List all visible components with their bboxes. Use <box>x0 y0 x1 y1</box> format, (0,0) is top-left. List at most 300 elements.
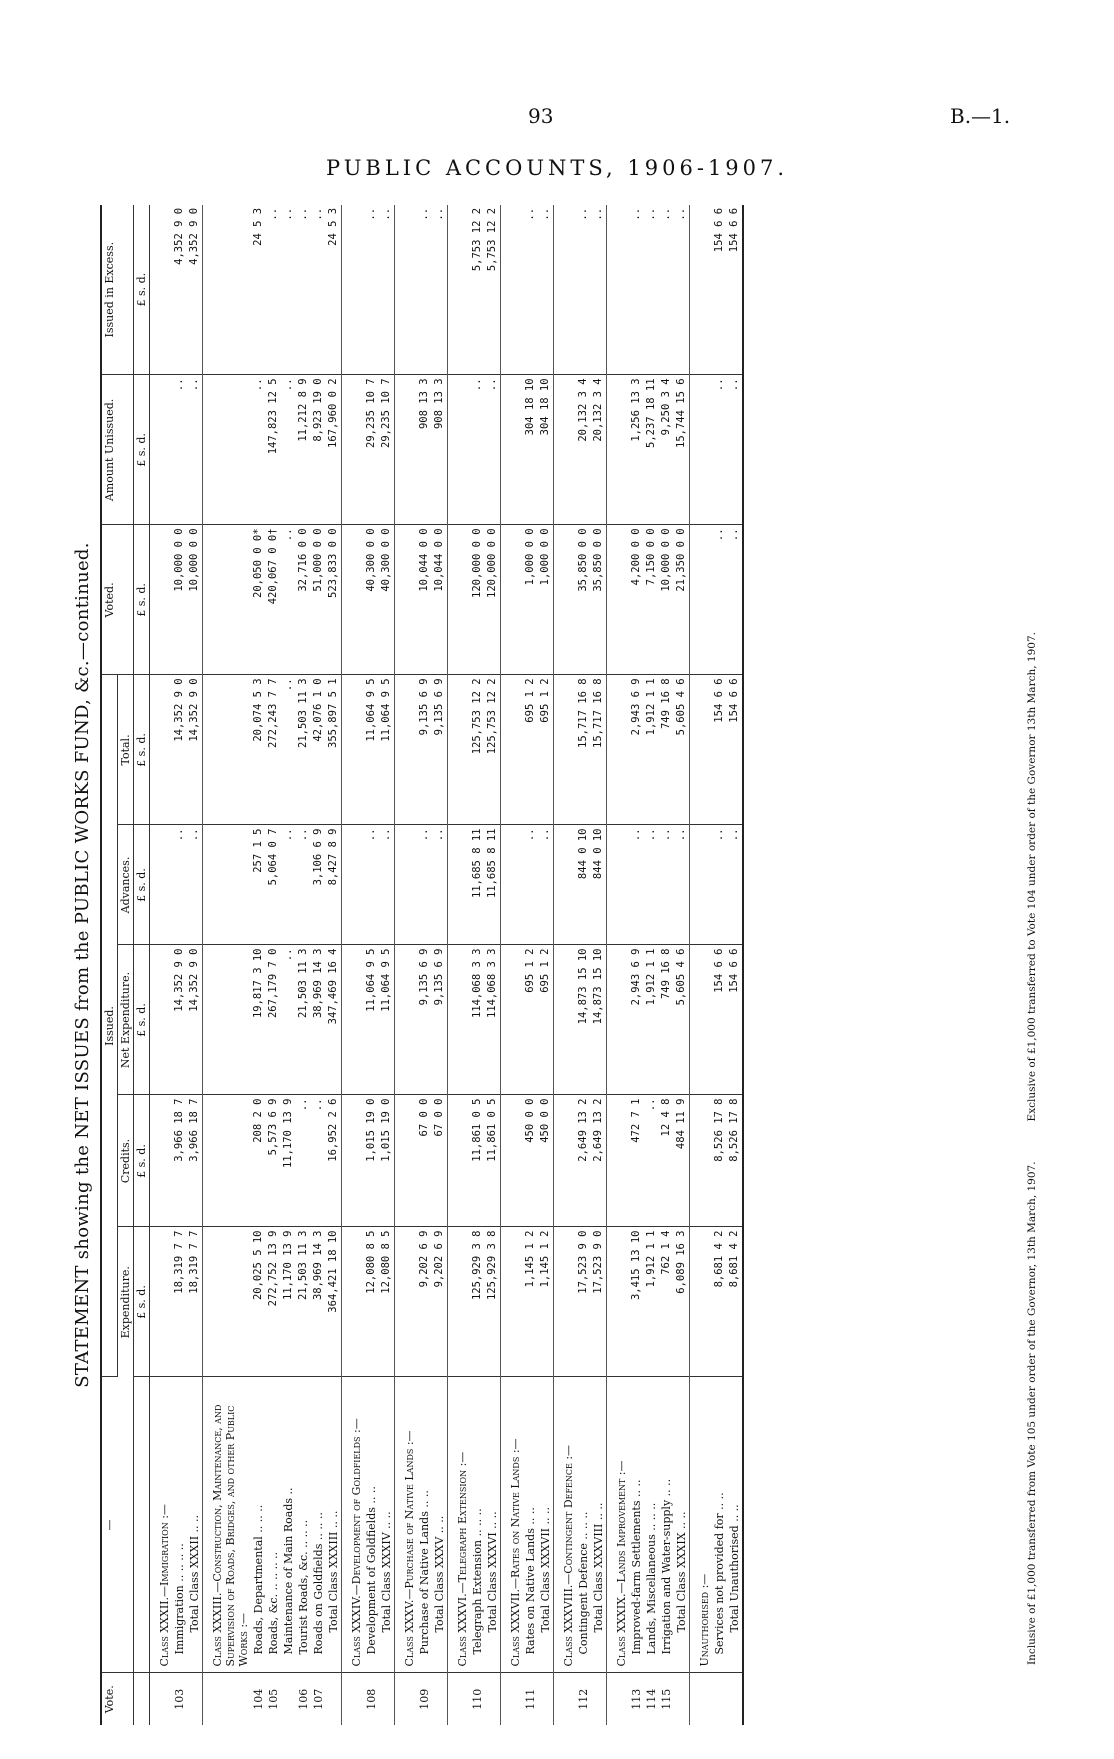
amount-cell: 20,132 3 4 <box>576 375 591 525</box>
total-row <box>538 205 554 1725</box>
vote-number: 109 <box>418 1688 431 1710</box>
amount-cell: 8,681 4 2 <box>712 1227 727 1377</box>
amount-cell: 1,145 1 2 <box>523 1227 538 1377</box>
amount-cell: .. <box>485 375 501 525</box>
amount-cell: 4,200 0 0 <box>629 525 644 675</box>
table-row <box>417 205 432 1725</box>
amount-cell: 695 1 2 <box>523 945 538 1095</box>
amount-cell: 5,753 12 2 <box>485 205 501 375</box>
vote-number <box>187 1673 203 1725</box>
vote-number <box>538 1673 554 1725</box>
amount-cell <box>395 205 418 375</box>
row-description: Total Class XXXVIII .. .. <box>591 1377 607 1673</box>
vote-number <box>591 1673 607 1725</box>
amount-cell: 5,605 4 6 <box>674 675 690 825</box>
amount-cell <box>203 1227 252 1377</box>
amount-cell: 8,526 17 8 <box>727 1095 743 1227</box>
footnote-inclusive: Inclusive of £1,000 transferred from Vote 105 under order of the Governor, 13th March, 1907. <box>1026 1161 1038 1665</box>
description-header: — <box>101 1377 134 1673</box>
amount-cell: .. <box>172 375 187 525</box>
row-description: Class XXXIV.—Development of Goldfields :— <box>342 1377 365 1673</box>
amount-cell <box>203 945 252 1095</box>
amount-cell <box>554 675 577 825</box>
amount-cell <box>501 375 524 525</box>
vote-number <box>690 1673 713 1725</box>
amount-cell: 3,966 18 7 <box>172 1095 187 1227</box>
amount-cell <box>395 825 418 945</box>
amount-cell <box>448 375 471 525</box>
row-description: Class XXXV.—Purchase of Native Lands :— <box>395 1377 418 1673</box>
row-description: Purchase of Native Lands .. .. <box>417 1377 432 1673</box>
amount-cell: 908 13 3 <box>432 375 448 525</box>
amount-cell: 11,861 0 5 <box>485 1095 501 1227</box>
amount-cell: .. <box>187 825 203 945</box>
amount-cell: 154 6 6 <box>712 945 727 1095</box>
amount-cell <box>342 525 365 675</box>
amount-cell: 19,817 3 10 <box>251 945 266 1095</box>
page-number: 93 <box>528 104 554 128</box>
amount-cell: 9,202 6 9 <box>432 1227 448 1377</box>
amount-cell: 11,685 8 11 <box>470 825 485 945</box>
vote-number: 107 <box>312 1688 325 1710</box>
amount-cell: .. <box>576 205 591 375</box>
amount-cell: 14,873 15 10 <box>576 945 591 1095</box>
amount-cell <box>395 375 418 525</box>
amount-cell <box>448 525 471 675</box>
class-heading-row <box>203 205 252 1725</box>
amount-cell: .. <box>311 205 326 375</box>
amount-cell: 7,150 0 0 <box>644 525 659 675</box>
amount-cell: 14,873 15 10 <box>591 945 607 1095</box>
row-description: Contingent Defence .. .. .. <box>576 1377 591 1673</box>
amount-cell <box>448 1227 471 1377</box>
amount-cell: 24 5 3 <box>251 205 266 375</box>
credits-header: Credits. <box>118 1095 134 1227</box>
amount-cell: .. <box>659 205 674 375</box>
amount-cell: 35,850 0 0 <box>576 525 591 675</box>
amount-cell: 114,068 3 3 <box>485 945 501 1095</box>
amount-cell: 3,415 13 10 <box>629 1227 644 1377</box>
amount-cell: 10,044 0 0 <box>417 525 432 675</box>
amount-cell: 347,469 16 4 <box>326 945 342 1095</box>
amount-cell: 125,753 12 2 <box>485 675 501 825</box>
amount-cell: 9,135 6 9 <box>432 675 448 825</box>
amount-cell: 695 1 2 <box>538 675 554 825</box>
amount-cell <box>203 205 252 375</box>
vote-number: 103 <box>173 1688 186 1710</box>
amount-cell: 8,681 4 2 <box>727 1227 743 1377</box>
amount-cell: 267,179 7 0 <box>266 945 281 1095</box>
amount-cell <box>342 675 365 825</box>
amount-cell: 67 0 0 <box>432 1095 448 1227</box>
amount-cell: 14,352 9 0 <box>172 675 187 825</box>
amount-cell <box>203 675 252 825</box>
amount-cell: 24 5 3 <box>326 205 342 375</box>
amount-cell: 11,212 8 9 <box>296 375 311 525</box>
class-heading-row <box>607 205 630 1725</box>
table-row <box>470 205 485 1725</box>
vote-number <box>281 1673 296 1725</box>
amount-cell: 908 13 3 <box>417 375 432 525</box>
amount-cell: 125,929 3 8 <box>485 1227 501 1377</box>
amount-cell: 272,243 7 7 <box>266 675 281 825</box>
amount-cell <box>690 945 713 1095</box>
row-description: Roads, &c. .. .. .. .. <box>266 1377 281 1673</box>
amount-cell <box>342 1095 365 1227</box>
amount-cell <box>554 525 577 675</box>
amount-cell: 35,850 0 0 <box>591 525 607 675</box>
units-blank <box>134 1377 150 1673</box>
voted-header: Voted. <box>101 525 134 675</box>
amount-cell <box>203 375 252 525</box>
vote-number: 110 <box>471 1688 484 1710</box>
row-description: Roads, Departmental .. .. .. <box>251 1377 266 1673</box>
amount-cell: 1,000 0 0 <box>523 525 538 675</box>
amount-cell: .. <box>674 825 690 945</box>
table-row <box>311 205 326 1725</box>
table-row <box>644 205 659 1725</box>
amount-cell: .. <box>281 375 296 525</box>
amount-cell <box>342 825 365 945</box>
vote-number: 112 <box>577 1688 590 1710</box>
amount-cell: 1,015 19 0 <box>379 1095 395 1227</box>
vote-number <box>607 1673 630 1725</box>
amount-cell <box>554 375 577 525</box>
amount-cell: 120,000 0 0 <box>470 525 485 675</box>
amount-cell <box>448 825 471 945</box>
vote-number: 114 <box>645 1688 658 1710</box>
amount-cell: 364,421 18 10 <box>326 1227 342 1377</box>
amount-cell: 5,573 6 9 <box>266 1095 281 1227</box>
row-description: Class XXXVII.—Rates on Native Lands :— <box>501 1377 524 1673</box>
amount-cell: 10,000 0 0 <box>172 525 187 675</box>
amount-cell <box>690 375 713 525</box>
amount-cell: 15,744 15 6 <box>674 375 690 525</box>
amount-cell <box>501 945 524 1095</box>
units-label: £ s. d. <box>134 375 150 525</box>
row-description: Development of Goldfields .. .. <box>364 1377 379 1673</box>
amount-cell: .. <box>296 1095 311 1227</box>
amount-cell: 147,823 12 5 <box>266 375 281 525</box>
amount-cell: 154 6 6 <box>727 945 743 1095</box>
amount-cell: .. <box>727 825 743 945</box>
amount-cell: .. <box>712 375 727 525</box>
amount-cell: 9,202 6 9 <box>417 1227 432 1377</box>
amount-cell: .. <box>538 205 554 375</box>
total-row <box>727 205 743 1725</box>
units-label: £ s. d. <box>134 205 150 375</box>
amount-cell: .. <box>644 1095 659 1227</box>
vote-number <box>554 1673 577 1725</box>
rotated-content <box>68 205 1058 1725</box>
vote-number <box>326 1673 342 1725</box>
vote-header: Vote. <box>101 1673 134 1725</box>
amount-cell <box>150 525 173 675</box>
amount-cell: 29,235 10 7 <box>379 375 395 525</box>
amount-cell: 12 4 8 <box>659 1095 674 1227</box>
amount-cell: 1,256 13 3 <box>629 375 644 525</box>
row-description: Unauthorised :— <box>690 1377 713 1673</box>
units-label: £ s. d. <box>134 525 150 675</box>
amount-cell: 1,912 1 1 <box>644 1227 659 1377</box>
row-description: Total Class XXXIV .. .. <box>379 1377 395 1673</box>
row-description: Total Class XXXVII .. .. <box>538 1377 554 1673</box>
amount-cell: .. <box>296 205 311 375</box>
amount-cell <box>501 1227 524 1377</box>
amount-cell: 523,833 0 0 <box>326 525 342 675</box>
units-label: £ s. d. <box>134 675 150 825</box>
amount-cell: 844 0 10 <box>591 825 607 945</box>
vote-number <box>150 1673 173 1725</box>
amount-cell: .. <box>251 375 266 525</box>
amount-cell: .. <box>712 825 727 945</box>
row-description: Total Class XXXII .. .. <box>187 1377 203 1673</box>
amount-cell: 1,145 1 2 <box>538 1227 554 1377</box>
amount-cell: 10,000 0 0 <box>659 525 674 675</box>
amount-cell: 5,753 12 2 <box>470 205 485 375</box>
table-row <box>364 205 379 1725</box>
vote-number: 115 <box>660 1688 673 1710</box>
amount-cell: .. <box>281 675 296 825</box>
amount-cell <box>554 945 577 1095</box>
table-row <box>251 205 266 1725</box>
amount-cell: 1,000 0 0 <box>538 525 554 675</box>
amount-cell: 10,044 0 0 <box>432 525 448 675</box>
amount-cell: .. <box>712 525 727 675</box>
amount-cell <box>501 525 524 675</box>
table-row <box>629 205 644 1725</box>
amount-cell: 844 0 10 <box>576 825 591 945</box>
amount-cell: .. <box>674 205 690 375</box>
amount-cell: 9,135 6 9 <box>417 675 432 825</box>
row-description: Roads on Goldfields .. .. .. <box>311 1377 326 1673</box>
amount-cell <box>150 675 173 825</box>
footnotes <box>1026 145 1038 1725</box>
amount-cell <box>501 205 524 375</box>
units-blank <box>134 1673 150 1725</box>
amount-cell: 208 2 0 <box>251 1095 266 1227</box>
amount-cell: 2,943 6 9 <box>629 945 644 1095</box>
amount-cell <box>395 1095 418 1227</box>
amount-cell <box>607 1227 630 1377</box>
amount-cell <box>342 945 365 1095</box>
amount-cell: .. <box>659 825 674 945</box>
amount-cell: 125,753 12 2 <box>470 675 485 825</box>
amount-cell: 15,717 16 8 <box>576 675 591 825</box>
amount-cell: 1,912 1 1 <box>644 675 659 825</box>
row-description: Tourist Roads, &c. .. .. .. <box>296 1377 311 1673</box>
amount-cell: 12,080 8 5 <box>379 1227 395 1377</box>
amount-cell <box>448 1095 471 1227</box>
amount-cell: 8,427 8 9 <box>326 825 342 945</box>
class-heading-row <box>342 205 365 1725</box>
amount-cell: 9,250 3 4 <box>659 375 674 525</box>
amount-cell: 8,923 19 0 <box>311 375 326 525</box>
class-heading-row <box>448 205 471 1725</box>
amount-cell: 21,503 11 3 <box>296 945 311 1095</box>
amount-cell: 11,170 13 9 <box>281 1227 296 1377</box>
amount-cell: 5,605 4 6 <box>674 945 690 1095</box>
amount-cell: 12,080 8 5 <box>364 1227 379 1377</box>
amount-cell: .. <box>591 205 607 375</box>
amount-cell: .. <box>172 825 187 945</box>
amount-cell: .. <box>379 205 395 375</box>
amount-unissued-header: Amount Unissued. <box>101 375 134 525</box>
amount-cell: 272,752 13 9 <box>266 1227 281 1377</box>
amount-cell: 2,649 13 2 <box>576 1095 591 1227</box>
amount-cell: 38,969 14 3 <box>311 1227 326 1377</box>
amount-cell <box>150 825 173 945</box>
amount-cell <box>501 675 524 825</box>
vote-number: 106 <box>297 1688 310 1710</box>
amount-cell: 762 1 4 <box>659 1227 674 1377</box>
amount-cell: 11,064 9 5 <box>364 675 379 825</box>
amount-cell: .. <box>266 205 281 375</box>
amount-cell: 4,352 9 0 <box>187 205 203 375</box>
amount-cell <box>554 1095 577 1227</box>
amount-cell <box>554 825 577 945</box>
amount-cell <box>501 1095 524 1227</box>
vote-number: 105 <box>267 1688 280 1710</box>
amount-cell: 20,050 0 0* <box>251 525 266 675</box>
amount-cell: 14,352 9 0 <box>187 945 203 1095</box>
amount-cell: 11,685 8 11 <box>485 825 501 945</box>
amount-cell: 5,064 0 7 <box>266 825 281 945</box>
class-heading-row <box>690 205 713 1725</box>
units-label: £ s. d. <box>134 1227 150 1377</box>
vote-number: 111 <box>524 1688 537 1710</box>
amount-cell: 11,170 13 9 <box>281 1095 296 1227</box>
vote-number: 104 <box>252 1688 265 1710</box>
net-issues-table <box>100 205 744 1725</box>
row-description: Telegraph Extension .. .. .. <box>470 1377 485 1673</box>
amount-cell: .. <box>629 205 644 375</box>
amount-cell <box>690 525 713 675</box>
amount-cell: 20,025 5 10 <box>251 1227 266 1377</box>
row-description: Total Class XXXIII .. .. <box>326 1377 342 1673</box>
table-row <box>712 205 727 1725</box>
amount-cell: .. <box>727 525 743 675</box>
amount-cell: 11,064 9 5 <box>379 675 395 825</box>
amount-cell: 695 1 2 <box>523 675 538 825</box>
amount-cell: .. <box>311 1095 326 1227</box>
vote-number <box>203 1673 252 1725</box>
vote-number <box>485 1673 501 1725</box>
amount-cell <box>501 825 524 945</box>
amount-cell <box>342 1227 365 1377</box>
amount-cell: 11,064 9 5 <box>379 945 395 1095</box>
amount-cell: .. <box>281 945 296 1095</box>
row-description: Total Class XXXV .. .. <box>432 1377 448 1673</box>
amount-cell <box>395 675 418 825</box>
amount-cell: 32,716 0 0 <box>296 525 311 675</box>
amount-cell: 15,717 16 8 <box>591 675 607 825</box>
units-label: £ s. d. <box>134 945 150 1095</box>
amount-cell: 3,106 6 9 <box>311 825 326 945</box>
amount-cell: .. <box>470 375 485 525</box>
class-heading-row <box>150 205 173 1725</box>
amount-cell: 3,966 18 7 <box>187 1095 203 1227</box>
amount-cell: .. <box>629 825 644 945</box>
amount-cell: 38,969 14 3 <box>311 945 326 1095</box>
amount-cell: 16,952 2 6 <box>326 1095 342 1227</box>
amount-cell: .. <box>523 825 538 945</box>
class-heading-row <box>395 205 418 1725</box>
amount-cell <box>607 375 630 525</box>
amount-cell: 40,300 0 0 <box>364 525 379 675</box>
amount-cell <box>150 205 173 375</box>
amount-cell: .. <box>727 375 743 525</box>
amount-cell <box>448 945 471 1095</box>
total-row <box>379 205 395 1725</box>
amount-cell: 2,649 13 2 <box>591 1095 607 1227</box>
amount-cell: 10,000 0 0 <box>187 525 203 675</box>
table-row <box>266 205 281 1725</box>
amount-cell: 257 1 5 <box>251 825 266 945</box>
amount-cell: 1,015 19 0 <box>364 1095 379 1227</box>
running-title: PUBLIC ACCOUNTS, 1906-1907. <box>325 156 789 180</box>
row-description: Class XXXVI.—Telegraph Extension :— <box>448 1377 471 1673</box>
amount-cell: 11,064 9 5 <box>364 945 379 1095</box>
total-row <box>187 205 203 1725</box>
total-row <box>432 205 448 1725</box>
row-description: Class XXXIX.—Lands Improvement :— <box>607 1377 630 1673</box>
amount-cell: .. <box>281 825 296 945</box>
amount-cell <box>342 375 365 525</box>
amount-cell <box>690 205 713 375</box>
issued-in-excess-header: Issued in Excess. <box>101 205 134 375</box>
total-row <box>591 205 607 1725</box>
row-description: Rates on Native Lands .. .. <box>523 1377 538 1673</box>
amount-cell: .. <box>281 525 296 675</box>
amount-cell: .. <box>379 825 395 945</box>
amount-cell <box>448 675 471 825</box>
vote-number <box>432 1673 448 1725</box>
units-label: £ s. d. <box>134 1095 150 1227</box>
amount-cell: 2,943 6 9 <box>629 675 644 825</box>
row-description: Total Class XXXIX .. .. <box>674 1377 690 1673</box>
table-row <box>523 205 538 1725</box>
amount-cell: 355,897 5 1 <box>326 675 342 825</box>
amount-cell: 304 18 10 <box>523 375 538 525</box>
amount-cell: 154 6 6 <box>712 675 727 825</box>
total-row <box>485 205 501 1725</box>
total-row <box>326 205 342 1725</box>
amount-cell <box>607 675 630 825</box>
amount-cell: 304 18 10 <box>538 375 554 525</box>
vote-number: 113 <box>630 1688 643 1710</box>
class-heading-row <box>554 205 577 1725</box>
amount-cell: 51,000 0 0 <box>311 525 326 675</box>
amount-cell: 11,861 0 5 <box>470 1095 485 1227</box>
row-description: Class XXXII.—Immigration :— <box>150 1377 173 1673</box>
amount-cell: .. <box>432 205 448 375</box>
amount-cell: 8,526 17 8 <box>712 1095 727 1227</box>
row-description: Class XXXIII.—Construction, Maintenance, and Supervision of Roads, Bridges, and other Public Works :— <box>203 1377 252 1673</box>
footnote-exclusive: Exclusive of £1,000 transferred to Vote 104 under order of the Governor 13th March, 1907. <box>1026 632 1038 1122</box>
amount-cell: 21,503 11 3 <box>296 1227 311 1377</box>
vote-number <box>379 1673 395 1725</box>
amount-cell: .. <box>432 825 448 945</box>
amount-cell <box>342 205 365 375</box>
amount-cell: 120,000 0 0 <box>485 525 501 675</box>
amount-cell <box>554 1227 577 1377</box>
table-row <box>659 205 674 1725</box>
table-body <box>150 205 744 1725</box>
amount-cell: .. <box>281 205 296 375</box>
amount-cell: 4,352 9 0 <box>172 205 187 375</box>
amount-cell: .. <box>523 205 538 375</box>
